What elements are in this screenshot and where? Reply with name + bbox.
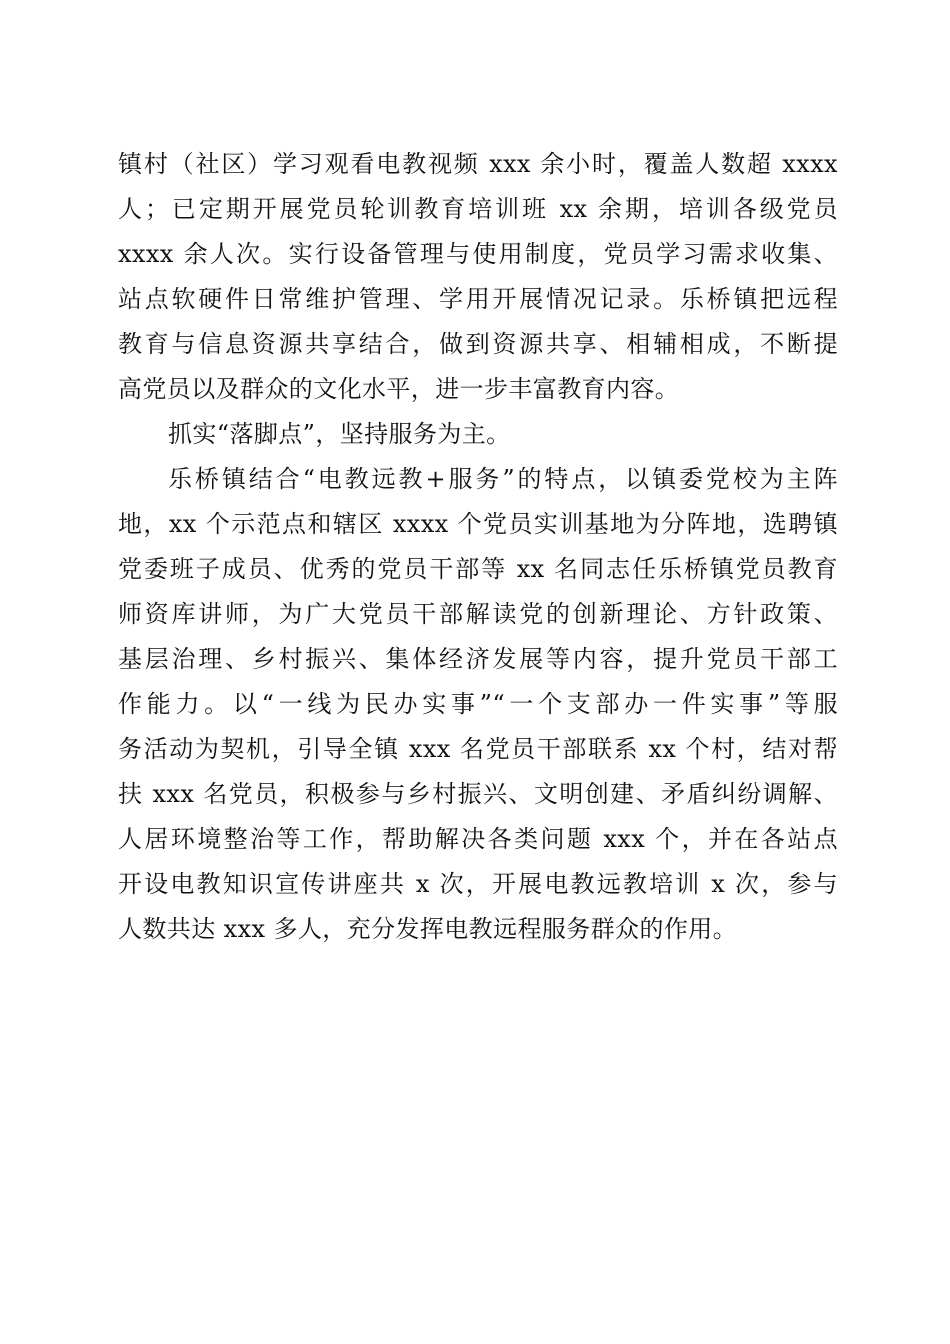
- text-line: 务活动为契机，引导全镇 xxx 名党员干部联系 xx 个村，结对帮: [118, 735, 838, 763]
- text-line: 站点软硬件日常维护管理、学用开展情况记录。乐桥镇把远程: [118, 285, 838, 313]
- text-line: 教育与信息资源共享结合，做到资源共享、相辅相成，不断提: [118, 330, 838, 358]
- text-line: 地，xx 个示范点和辖区 xxxx 个党员实训基地为分阵地，选聘镇: [118, 510, 838, 538]
- text-line: 作能力。以“一线为民办实事”“一个支部办一件实事”等服: [118, 690, 838, 718]
- text-line: 师资库讲师，为广大党员干部解读党的创新理论、方针政策、: [118, 600, 838, 628]
- text-line: 镇村（社区）学习观看电教视频 xxx 余小时，覆盖人数超 xxxx: [118, 150, 838, 178]
- document-body: [118, 142, 838, 952]
- text-line: xxxx 余人次。实行设备管理与使用制度，党员学习需求收集、: [118, 240, 838, 268]
- text-line: 人居环境整治等工作，帮助解决各类问题 xxx 个，并在各站点: [118, 825, 838, 853]
- text-line: 党委班子成员、优秀的党员干部等 xx 名同志任乐桥镇党员教育: [118, 555, 838, 583]
- paragraph-3: [118, 457, 838, 952]
- paragraph-1: [118, 142, 838, 412]
- text-line: 基层治理、乡村振兴、集体经济发展等内容，提升党员干部工: [118, 645, 838, 673]
- text-line: 人数共达 xxx 多人，充分发挥电教远程服务群众的作用。: [118, 915, 738, 943]
- text-line: 乐桥镇结合“电教远教+服务”的特点，以镇委党校为主阵: [168, 465, 838, 493]
- text-line: 高党员以及群众的文化水平，进一步丰富教育内容。: [118, 375, 680, 403]
- text-line: 开设电教知识宣传讲座共 x 次，开展电教远教培训 x 次，参与: [118, 870, 838, 898]
- text-line: 人；已定期开展党员轮训教育培训班 xx 余期，培训各级党员: [118, 195, 838, 223]
- paragraph-2-heading: [118, 412, 838, 457]
- section-heading: 抓实“落脚点”，坚持服务为主。: [168, 420, 511, 448]
- text-line: 扶 xxx 名党员，积极参与乡村振兴、文明创建、矛盾纠纷调解、: [118, 780, 838, 808]
